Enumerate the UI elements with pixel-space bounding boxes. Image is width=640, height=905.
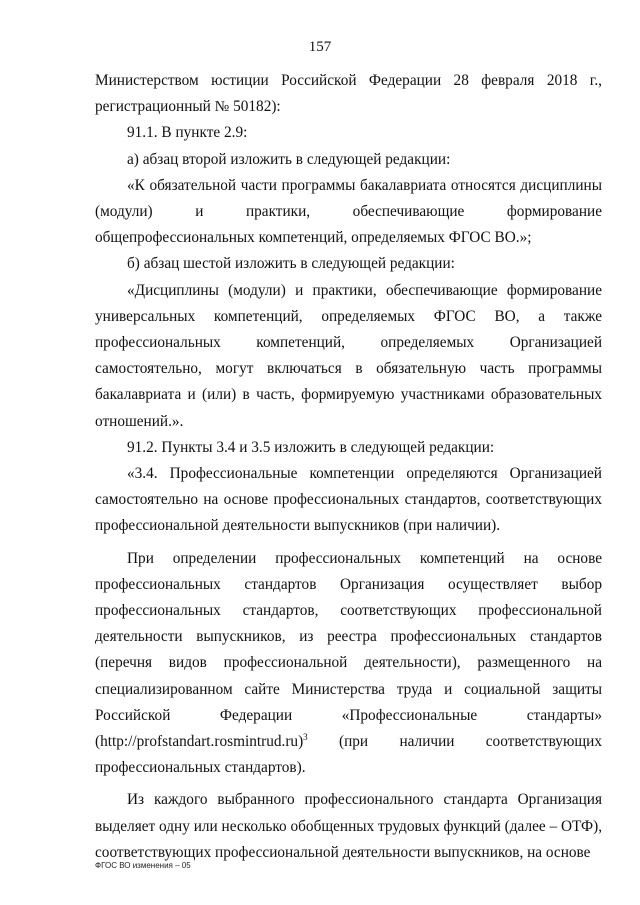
paragraph-9 xyxy=(95,546,602,782)
paragraph-1: Министерством юстиции Российской Федерации 28 февраля 2018 г., регистрационный № 50182): xyxy=(95,72,602,116)
paragraph-4: «К обязательной части программы бакалавриата относятся дисциплины (модули) и практики, обеспечивающие формирование общепрофессиональных компетенций, определяемых ФГОС ВО.»; xyxy=(95,176,602,247)
paragraph-10: Из каждого выбранного профессионального стандарта Организация выделяет одну или несколько обобщенных трудовых функций (далее – ОТФ), соответствующих профессиональной деятельности выпускников, на основе xyxy=(95,791,603,861)
paragraph-5: б) абзац шестой изложить в следующей редакции: xyxy=(127,255,455,273)
footer-label: ФГОС ВО изменения – 05 xyxy=(95,861,191,870)
document-body xyxy=(95,68,602,866)
paragraph-9-main: При определении профессиональных компетенций на основе профессиональных стандартов Организация осуществляет выбор профессиональных стандартов, соответствующих профессиональной деятельности выпускников, из реестра профессиональных стандартов (перечня видов профессиональной деятельности), размещенного на специализированном сайте Министерства труда и социальной защиты Российской Федерации «Профессиональные стандарты» (http://profstandart.rosmintrud.ru) xyxy=(95,549,602,751)
paragraph-2: 91.1. В пункте 2.9: xyxy=(127,124,248,142)
paragraph-9-tail: (при наличии соответствующих профессиональных стандартов). xyxy=(95,733,602,777)
footnote-marker: 3 xyxy=(303,731,308,742)
page-number: 157 xyxy=(308,39,332,55)
paragraph-6: «Дисциплины (модули) и практики, обеспечивающие формирование универсальных компетенций, определяемых ФГОС ВО, а также профессиональных компетенций, определяемых Организацией самостоятельно, могут включаться в обязательную часть программы бакалавриата и (или) в часть, формируемую участниками образовательных отношений.». xyxy=(95,281,602,430)
paragraph-8: «3.4. Профессиональные компетенции определяются Организацией самостоятельно на основе профессиональных стандартов, соответствующих профессиональной деятельности выпускников (при наличии). xyxy=(95,465,602,535)
paragraph-3: а) абзац второй изложить в следующей редакции: xyxy=(127,150,451,168)
paragraph-7: 91.2. Пункты 3.4 и 3.5 изложить в следующей редакции: xyxy=(127,438,495,456)
